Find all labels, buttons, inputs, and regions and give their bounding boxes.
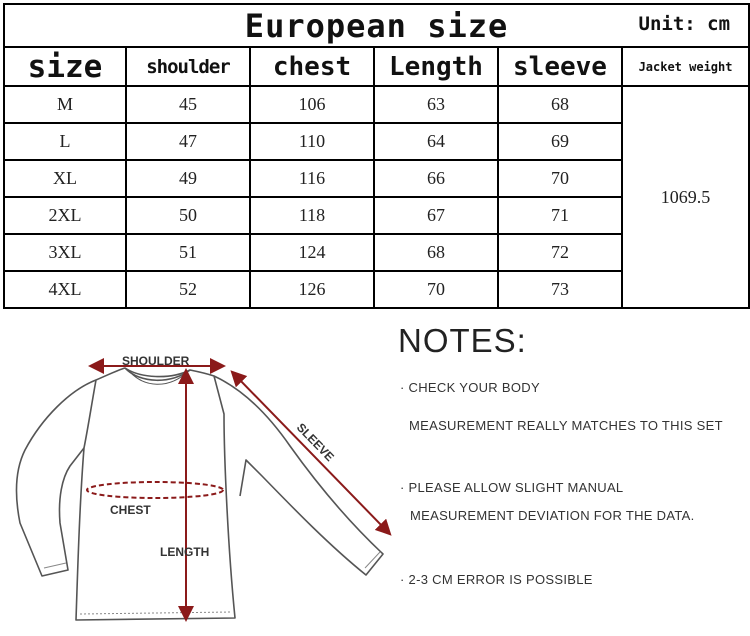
length-label: LENGTH <box>160 545 210 559</box>
note-line: · 2-3 CM ERROR IS POSSIBLE <box>400 572 593 587</box>
header-shoulder: shoulder <box>126 47 250 86</box>
size-chart-table <box>3 3 750 309</box>
cell-shoulder: 45 <box>126 86 250 123</box>
cell-length: 63 <box>374 86 498 123</box>
note-line: MEASUREMENT DEVIATION FOR THE DATA. <box>410 508 695 523</box>
note-line: MEASUREMENT REALLY MATCHES TO THIS SET <box>409 418 723 433</box>
table-title: European size <box>244 6 509 45</box>
note-line: · CHECK YOUR BODY <box>400 380 540 395</box>
shirt-outline <box>17 368 383 620</box>
cell-sleeve: 71 <box>498 197 622 234</box>
cell-length: 68 <box>374 234 498 271</box>
cell-shoulder: 47 <box>126 123 250 160</box>
cell-shoulder: 52 <box>126 271 250 308</box>
cell-length: 70 <box>374 271 498 308</box>
notes-title: NOTES: <box>398 322 527 359</box>
table-title-cell <box>4 4 749 47</box>
cell-size: 3XL <box>4 234 126 271</box>
cell-length: 67 <box>374 197 498 234</box>
cell-sleeve: 73 <box>498 271 622 308</box>
table-row <box>4 86 749 123</box>
unit-label: Unit: cm <box>638 13 731 35</box>
header-length: Length <box>374 47 498 86</box>
cell-sleeve: 69 <box>498 123 622 160</box>
cell-shoulder: 51 <box>126 234 250 271</box>
notes-section <box>398 322 750 622</box>
cell-chest: 116 <box>250 160 374 197</box>
header-sleeve: sleeve <box>498 47 622 86</box>
cell-chest: 118 <box>250 197 374 234</box>
chest-label: CHEST <box>110 503 151 517</box>
cell-chest: 110 <box>250 123 374 160</box>
cell-chest: 124 <box>250 234 374 271</box>
cell-sleeve: 68 <box>498 86 622 123</box>
cell-size: 4XL <box>4 271 126 308</box>
cell-shoulder: 50 <box>126 197 250 234</box>
header-jacket-weight: Jacket weight <box>622 47 749 86</box>
header-chest: chest <box>250 47 374 86</box>
shirt-measurement-diagram <box>0 318 400 636</box>
cell-chest: 126 <box>250 271 374 308</box>
cell-sleeve: 70 <box>498 160 622 197</box>
cell-size: L <box>4 123 126 160</box>
note-line: · PLEASE ALLOW SLIGHT MANUAL <box>400 480 624 495</box>
cell-length: 66 <box>374 160 498 197</box>
cell-size: M <box>4 86 126 123</box>
cell-chest: 106 <box>250 86 374 123</box>
sleeve-label: SLEEVE <box>293 420 337 465</box>
shoulder-label: SHOULDER <box>122 354 190 368</box>
cell-sleeve: 72 <box>498 234 622 271</box>
cell-length: 64 <box>374 123 498 160</box>
cell-size: XL <box>4 160 126 197</box>
header-size: size <box>4 47 126 86</box>
jacket-weight-value: 1069.5 <box>622 86 749 308</box>
cell-size: 2XL <box>4 197 126 234</box>
cell-shoulder: 49 <box>126 160 250 197</box>
